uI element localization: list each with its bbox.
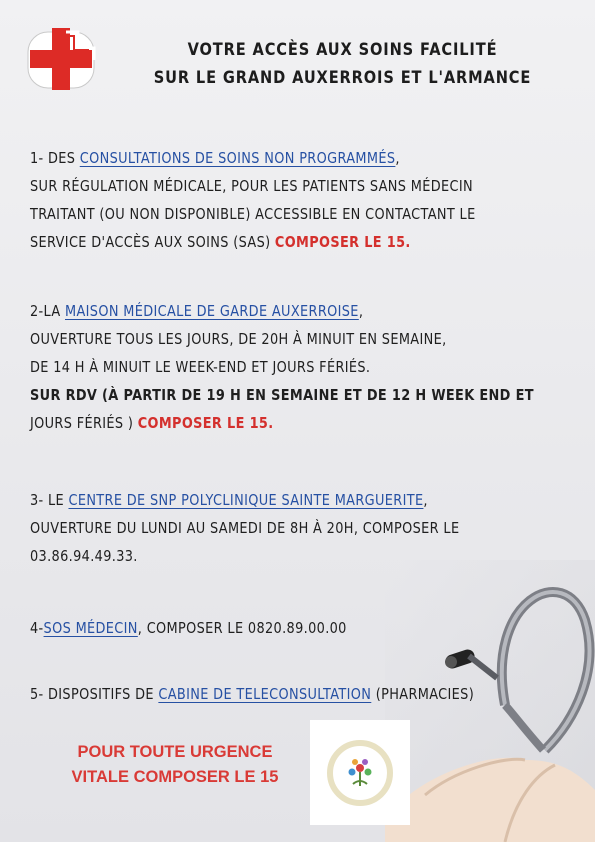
maison-medicale-link[interactable]: MAISON MÉDICALE DE GARDE AUXERROISE xyxy=(64,302,359,320)
item3-phone: 03.86.94.49.33. xyxy=(30,547,138,565)
item1-call-15: COMPOSER LE 15. xyxy=(274,233,411,251)
item4-phone: , COMPOSER LE 0820.89.00.00 xyxy=(137,619,347,637)
sos-medecin-link[interactable]: SOS MÉDECIN xyxy=(43,619,138,637)
item1-line2: SUR RÉGULATION MÉDICALE, POUR LES PATIENTS SANS MÉDECIN xyxy=(30,177,473,195)
item2-suffix: , xyxy=(358,302,364,320)
item3-prefix: 3- LE xyxy=(30,491,69,509)
item2-line3: DE 14 H À MINUIT LE WEEK-END ET JOURS FÉRIÉS. xyxy=(30,358,371,376)
item2-line2: OUVERTURE TOUS LES JOURS, DE 20H À MINUIT EN SEMAINE, xyxy=(30,330,447,348)
item1-sas-text: SERVICE D'ACCÈS AUX SOINS (SAS) xyxy=(30,233,275,251)
item5-line xyxy=(30,680,546,708)
page-title xyxy=(143,36,543,92)
urgence-line-2: VITALE COMPOSER LE 15 xyxy=(71,768,279,786)
item1-prefix: 1- DES xyxy=(30,149,80,167)
teleconsultation-link[interactable]: CABINE DE TELECONSULTATION xyxy=(158,685,372,703)
item2-feries-text: JOURS FÉRIÉS ) xyxy=(30,414,138,432)
item3-suffix: , xyxy=(423,491,428,509)
urgence-notice xyxy=(30,740,320,790)
item1-suffix: , xyxy=(395,149,400,167)
item1-line3: TRAITANT (OU NON DISPONIBLE) ACCESSIBLE EN CONTACTANT LE xyxy=(30,205,476,223)
medical-cross-icon xyxy=(22,22,100,98)
item2-line4: SUR RDV (À PARTIR DE 19 H EN SEMAINE ET DE 12 H WEEK END ET xyxy=(30,386,534,404)
section-teleconsultation xyxy=(30,680,546,708)
item1-line4 xyxy=(30,228,546,256)
item2-prefix: 2-LA xyxy=(30,302,65,320)
urgence-line-1: POUR TOUTE URGENCE xyxy=(77,743,273,761)
item4-prefix: 4- xyxy=(30,619,44,637)
section-consultations xyxy=(30,144,546,256)
item2-line5 xyxy=(30,409,546,437)
item5-prefix: 5- DISPOSITIFS DE xyxy=(30,685,159,703)
section-maison-medicale xyxy=(30,297,546,437)
centre-snp-link[interactable]: CENTRE DE SNP POLYCLINIQUE SAINTE MARGUERITE xyxy=(68,491,424,509)
community-health-badge-icon xyxy=(325,738,395,808)
item2-line1 xyxy=(30,297,546,325)
title-line-1: VOTRE ACCÈS AUX SOINS FACILITÉ xyxy=(187,40,498,60)
section-centre-snp xyxy=(30,486,546,570)
item1-line1 xyxy=(30,144,546,172)
item5-suffix: (PHARMACIES) xyxy=(371,685,475,703)
item3-line1 xyxy=(30,486,546,514)
consultations-link[interactable]: CONSULTATIONS DE SOINS NON PROGRAMMÉS xyxy=(79,149,396,167)
item3-line2: OUVERTURE DU LUNDI AU SAMEDI DE 8H À 20H, COMPOSER LE xyxy=(30,519,460,537)
item2-call-15: COMPOSER LE 15. xyxy=(137,414,274,432)
title-line-2: SUR LE GRAND AUXERROIS ET L'ARMANCE xyxy=(153,68,532,88)
